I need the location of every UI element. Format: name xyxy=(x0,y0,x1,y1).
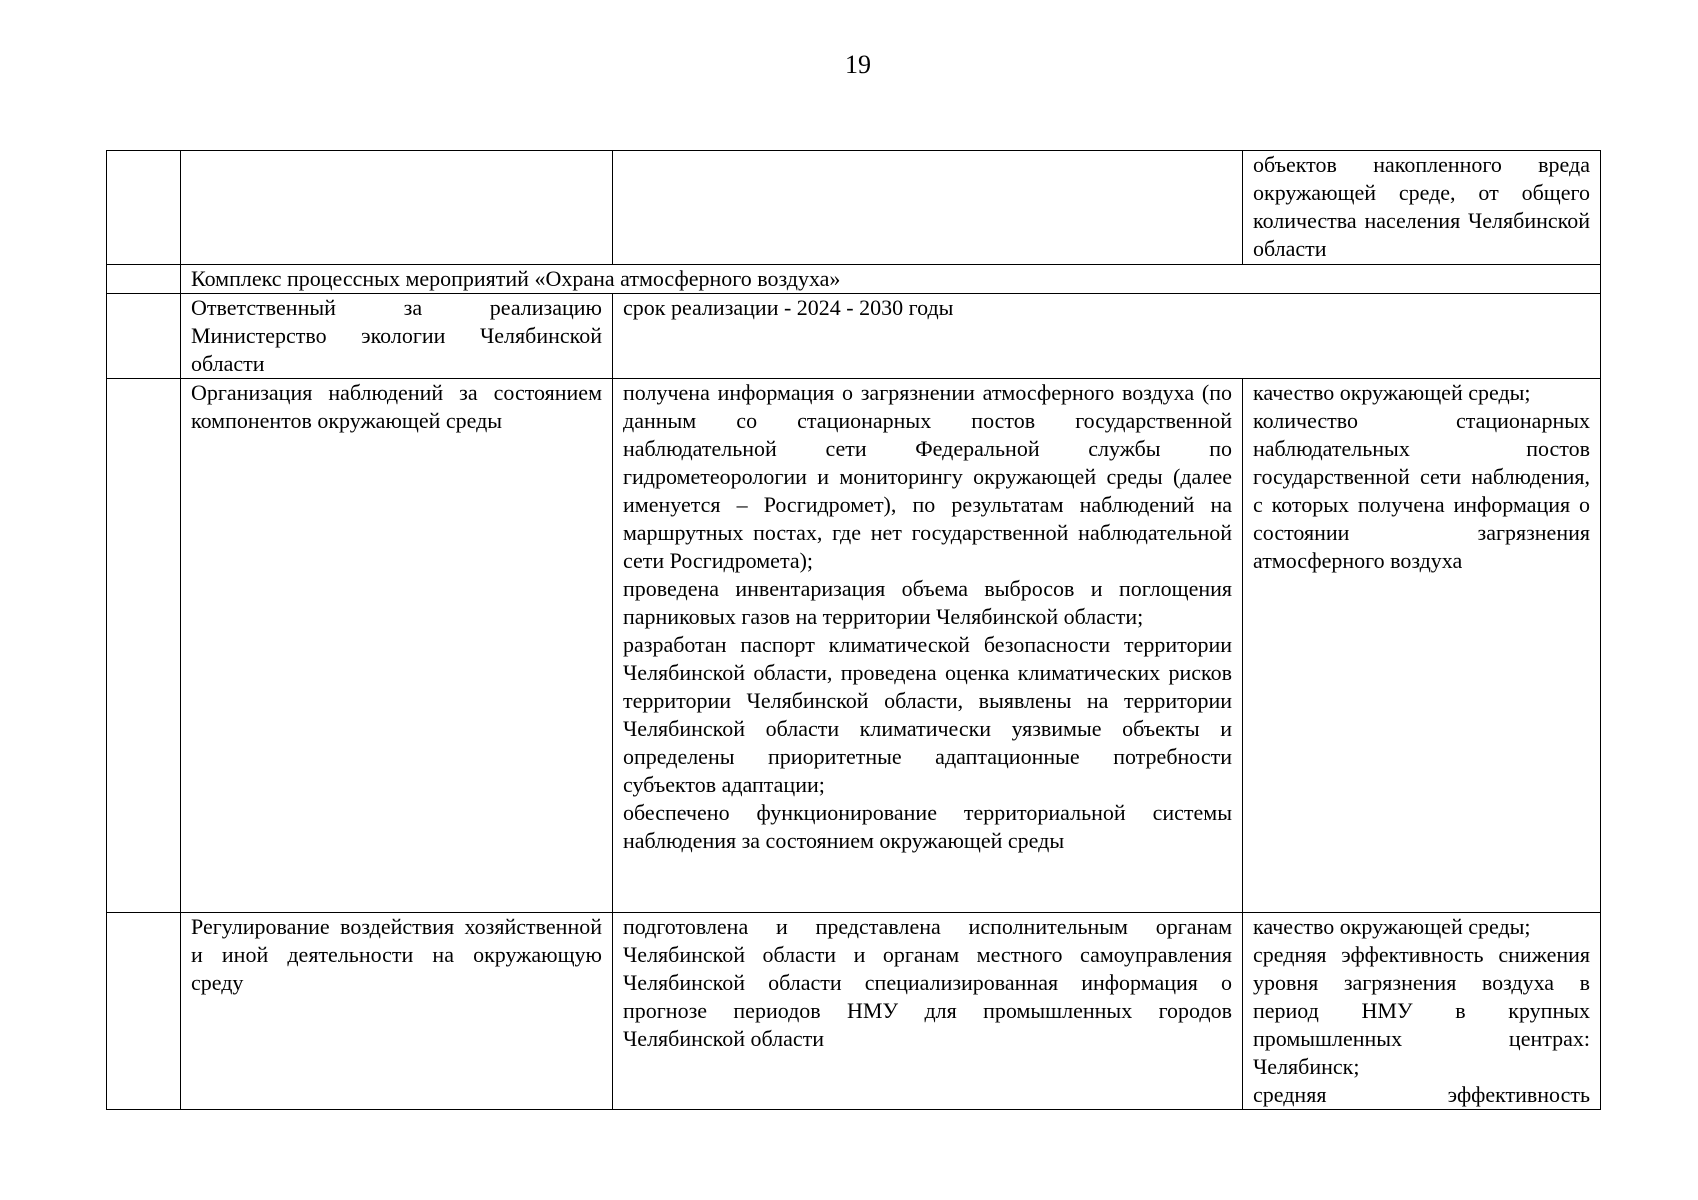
result-paragraph: разработан паспорт климатической безопасности территории Челябинской области, проведена оценка климатических рисков территории Челябинской области, выявлены на территории Челябинской области климатически уязвимые объекты и определены приоритетные адаптационные потребности субъектов адаптации; xyxy=(623,632,1232,797)
indicator-paragraph: средняя эффективность снижения уровня загрязнения воздуха в период НМУ в крупных промышленных центрах: Челябинск; xyxy=(1253,942,1590,1079)
row-number-cell xyxy=(107,913,181,1110)
task-cell: Организация наблюдений за состоянием компонентов окружающей среды xyxy=(181,379,613,913)
indicator-paragraph: количество стационарных наблюдательных постов государственной сети наблюдения, с которых получена информация о состоянии загрязнения атмосферного воздуха xyxy=(1253,408,1590,573)
page-number: 19 xyxy=(845,50,871,79)
result-paragraph: обеспечено функционирование территориальной системы наблюдения за состоянием окружающей среды xyxy=(623,800,1232,853)
result-paragraph: проведена инвентаризация объема выбросов и поглощения парниковых газов на территории Челябинской области; xyxy=(623,576,1232,629)
indicator-text: объектов накопленного вреда окружающей среде, от общего количества населения Челябинской области xyxy=(1253,152,1590,261)
measures-table xyxy=(106,150,1601,1110)
table-row-responsible xyxy=(107,294,1601,379)
indicator-paragraph: качество окружающей среды; xyxy=(1253,380,1531,405)
task-cell: Регулирование воздействия хозяйственной и иной деятельности на окружающую среду xyxy=(181,913,613,1110)
responsible-label: Ответственный за реализацию Министерство экологии Челябинской области xyxy=(181,294,613,379)
table-row-continuation xyxy=(107,151,1601,265)
indicator-paragraph: средняя эффективность xyxy=(1253,1082,1590,1107)
section-title: Комплекс процессных мероприятий «Охрана атмосферного воздуха» xyxy=(181,265,1601,294)
indicator-cell xyxy=(1243,379,1601,913)
indicator-paragraph: качество окружающей среды; xyxy=(1253,914,1531,939)
row-number-cell xyxy=(107,294,181,379)
result-paragraph: подготовлена и представлена исполнительным органам Челябинской области и органам местного самоуправления Челябинской области специализированная информация о прогнозе периодов НМУ для промышленных городов Челябинской области xyxy=(623,914,1232,1051)
implementation-term: срок реализации - 2024 - 2030 годы xyxy=(613,294,1601,379)
row-number-cell xyxy=(107,379,181,913)
indicator-cell xyxy=(1243,913,1601,1110)
table-row-section-title xyxy=(107,265,1601,294)
result-paragraph: получена информация о загрязнении атмосферного воздуха (по данным со стационарных постов государственной наблюдательной сети Федеральной службы по гидрометеорологии и мониторингу окружающей среды (далее именуется – Росгидромет), по результатам наблюдений на маршрутных постах, где нет государственной наблюдательной сети Росгидромета); xyxy=(623,380,1232,573)
row-number-cell xyxy=(107,151,181,265)
row-number-cell xyxy=(107,265,181,294)
result-cell xyxy=(613,913,1243,1110)
task-cell xyxy=(181,151,613,265)
table-row xyxy=(107,379,1601,913)
indicator-cell xyxy=(1243,151,1601,265)
table-row xyxy=(107,913,1601,1110)
result-cell xyxy=(613,151,1243,265)
result-cell xyxy=(613,379,1243,913)
